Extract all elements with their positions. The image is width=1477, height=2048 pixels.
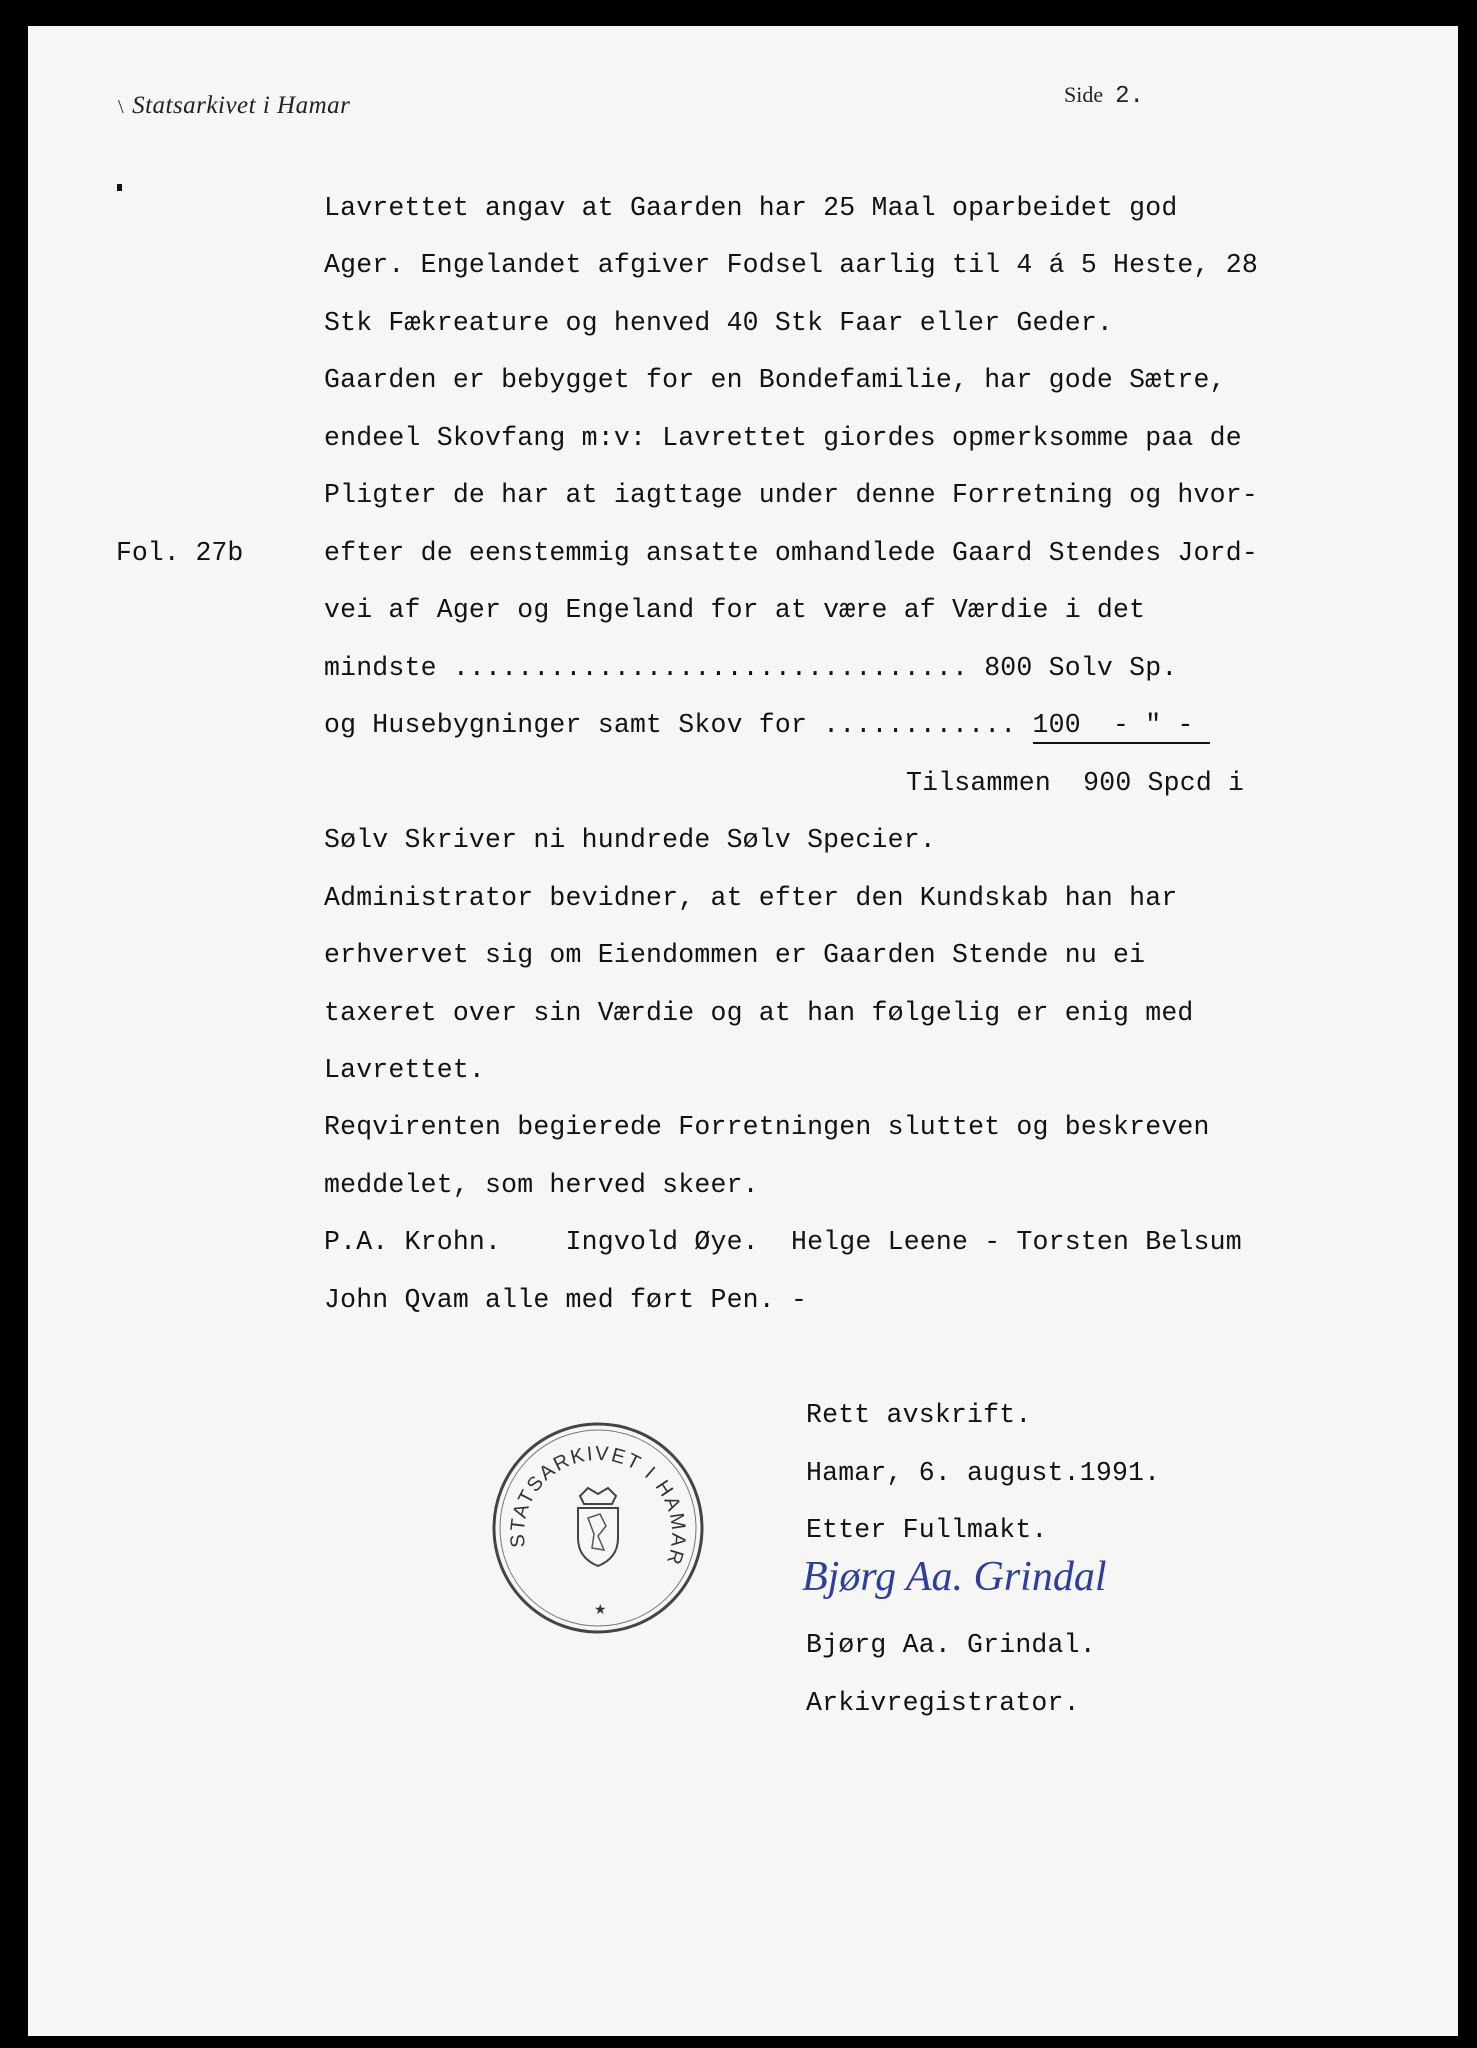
page-label: Side (1064, 82, 1104, 107)
seal-text: STATSARKIVET I HAMAR (506, 1442, 690, 1569)
svg-text:STATSARKIVET I HAMAR (507, 1443, 690, 1569)
body-line: efter de eenstemmig ansatte omhandlede Gaard Stendes Jord- (324, 538, 1258, 568)
punch-mark (117, 184, 122, 191)
underlined-amount: 100 - " - (1033, 710, 1210, 744)
body-line: meddelet, som herved skeer. (324, 1170, 759, 1200)
body-line-text: og Husebygninger samt Skov for ............ (324, 710, 1033, 740)
body-line: taxeret over sin Værdie og at han følgelig er enig med (324, 998, 1194, 1028)
page-number: 2. (1115, 83, 1144, 110)
total-line: Tilsammen 900 Spcd i (906, 768, 1245, 798)
body-line: Stk Fækreature og henved 40 Stk Faar eller Geder. (324, 308, 1114, 338)
body-line: endeel Skovfang m:v: Lavrettet giordes opmerksomme paa de (324, 423, 1242, 453)
body-line: vei af Ager og Engeland for at være af Værdie i det (324, 595, 1146, 625)
body-line: Lavrettet. (324, 1055, 486, 1085)
body-line: Reqvirenten begierede Forretningen sluttet og beskreven (324, 1112, 1210, 1142)
coat-of-arms-icon (578, 1488, 618, 1566)
body-line: Ager. Engelandet afgiver Fodsel aarlig til 4 á 5 Heste, 28 (324, 250, 1258, 280)
handwritten-signature (802, 1548, 1182, 1613)
registrar-title: Arkivregistrator. (806, 1688, 1080, 1718)
body-line: Gaarden er bebygget for en Bondefamilie, har gode Sætre, (324, 365, 1226, 395)
body-line: erhvervet sig om Eiendommen er Gaarden Stende nu ei (324, 940, 1146, 970)
certification-date: Hamar, 6. august.1991. (806, 1458, 1161, 1488)
signatories-line: P.A. Krohn. Ingvold Øye. Helge Leene - Torsten Belsum (324, 1227, 1242, 1257)
archive-name: Statsarkivet i Hamar (132, 92, 351, 119)
body-line: Pligter de har at iagttage under denne Forretning og hvor- (324, 480, 1258, 510)
certification-line: Rett avskrift. (806, 1400, 1032, 1430)
folio-note: Fol. 27b (116, 538, 244, 568)
star-icon: ★ (594, 1602, 607, 1618)
body-line-with-amount (324, 710, 1210, 740)
archive-seal (488, 1418, 708, 1643)
archive-header: \ Statsarkivet i Hamar (118, 92, 351, 119)
body-line: Administrator bevidner, at efter den Kundskab han har (324, 883, 1178, 913)
body-line: Sølv Skriver ni hundrede Sølv Specier. (324, 825, 936, 855)
registrar-name: Bjørg Aa. Grindal. (806, 1630, 1096, 1660)
body-line: Lavrettet angav at Gaarden har 25 Maal oparbeidet god (324, 193, 1178, 223)
signature-text: Bjørg Aa. Grindal (802, 1554, 1107, 1600)
body-line: John Qvam alle med ført Pen. - (324, 1285, 808, 1315)
body-line: mindste ................................ 800 Solv Sp. (324, 653, 1178, 683)
page-indicator (1064, 82, 1144, 110)
certification-authority: Etter Fullmakt. (806, 1515, 1048, 1545)
